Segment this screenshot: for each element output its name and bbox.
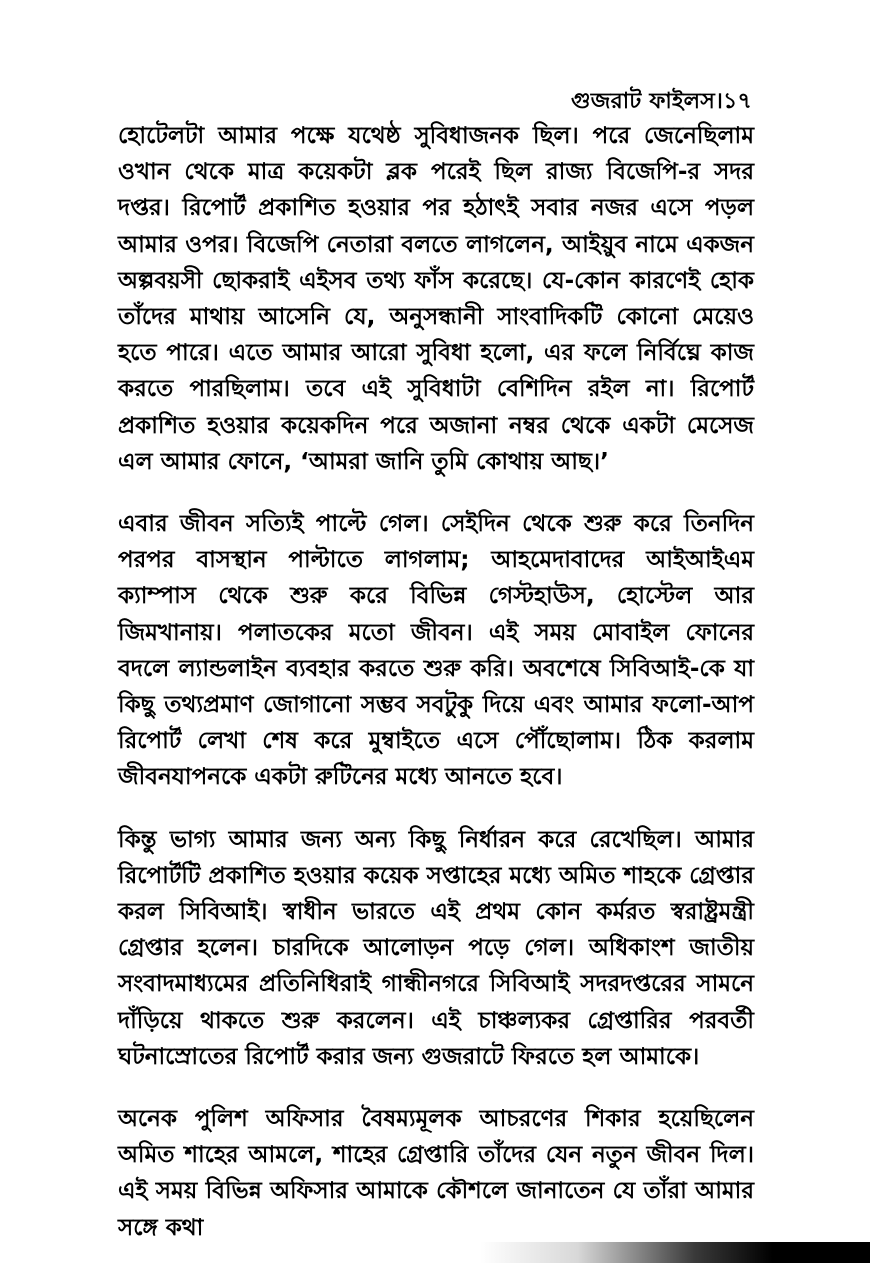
paragraph-3: কিন্তু ভাগ্য আমার জন্য অন্য কিছু নির্ধারন করে রেখেছিল। আমার রিপোর্টটি প্রকাশিত হওয়ার কয়েক সপ্তাহের মধ্যে অমিত শাহকে গ্রেপ্তার করল সিবিআই। স্বাধীন ভারতে এই প্রথম কোন কর্মরত স্বরাষ্ট্রমন্ত্রী গ্রেপ্তার হলেন। চারদিকে আলোড়ন পড়ে গেল। অধিকাংশ জাতীয় সংবাদমাধ্যমের প্রতিনিধিরাই গান্ধীনগরে সিবিআই সদরদপ্তরের সামনে দাঁড়িয়ে থাকতে শুরু করলেন। এই চাঞ্চল্যকর গ্রেপ্তারির পরবর্তী ঘটনাস্রোতের রিপোর্ট করার জন্য গুজরাটে ফিরতে হল আমাকে। (118, 826, 755, 1070)
body-text (118, 118, 754, 1246)
paragraph-4: অনেক পুলিশ অফিসার বৈষম্যমূলক আচরণের শিকার হয়েছিলেন অমিত শাহের আমলে, শাহের গ্রেপ্তারি তাঁদের যেন নতুন জীবন দিল। এই সময় বিভিন্ন অফিসার আমাকে কৌশলে জানাতেন যে তাঁরা আমার সঙ্গে কথা (118, 1106, 754, 1241)
page-edge-shadow (480, 1242, 870, 1263)
paragraph-2: এবার জীবন সত্যিই পাল্টে গেল। সেইদিন থেকে শুরু করে তিনদিন পরপর বাসস্থান পাল্টাতে লাগলাম; আহমেদাবাদের আইআইএম ক্যাম্পাস থেকে শুরু করে বিভিন্ন গেস্টহাউস, হোস্টেল আর জিমখানায়। পলাতকের মতো জীবন। এই সময় মোবাইল ফোনের বদলে ল্যান্ডলাইন ব্যবহার করতে শুরু করি। অবশেষে সিবিআই-কে যা কিছু তথ্যপ্রমাণ জোগানো সম্ভব সবটুকু দিয়ে এবং আমার ফলো-আপ রিপোর্ট লেখা শেষ করে মুম্বাইতে এসে পৌঁছোলাম। ঠিক করলাম জীবনযাপনকে একটা রুটিনের মধ্যে আনতে হবে। (118, 511, 754, 791)
paragraph-1: হোটেলটা আমার পক্ষে যথেষ্ঠ সুবিধাজনক ছিল। পরে জেনেছিলাম ওখান থেকে মাত্র কয়েকটা ব্লক পরেই ছিল রাজ্য বিজেপি-র সদর দপ্তর। রিপোর্ট প্রকাশিত হওয়ার পর হঠাৎই সবার নজর এসে পড়ল আমার ওপর। বিজেপি নেতারা বলতে লাগলেন, আইয়ুব নামে একজন অল্পবয়সী ছোকরাই এইসব তথ্য ফাঁস করেছে। যে-কোন কারণেই হোক তাঁদের মাথায় আসেনি যে, অনুসন্ধানী সাংবাদিকটি কোনো মেয়েও হতে পারে। এতে আমার আরো সুবিধা হলো, এর ফলে নির্বিঘ্নে কাজ করতে পারছিলাম। তবে এই সুবিধাটা বেশিদিন রইল না। রিপোর্ট প্রকাশিত হওয়ার কয়েকদিন পরে অজানা নম্বর থেকে একটা মেসেজ এল আমার ফোনে, ‘আমরা জানি তুমি কোথায় আছ।’ (118, 123, 754, 475)
running-header: গুজরাট ফাইলস।১৭ (571, 89, 752, 114)
